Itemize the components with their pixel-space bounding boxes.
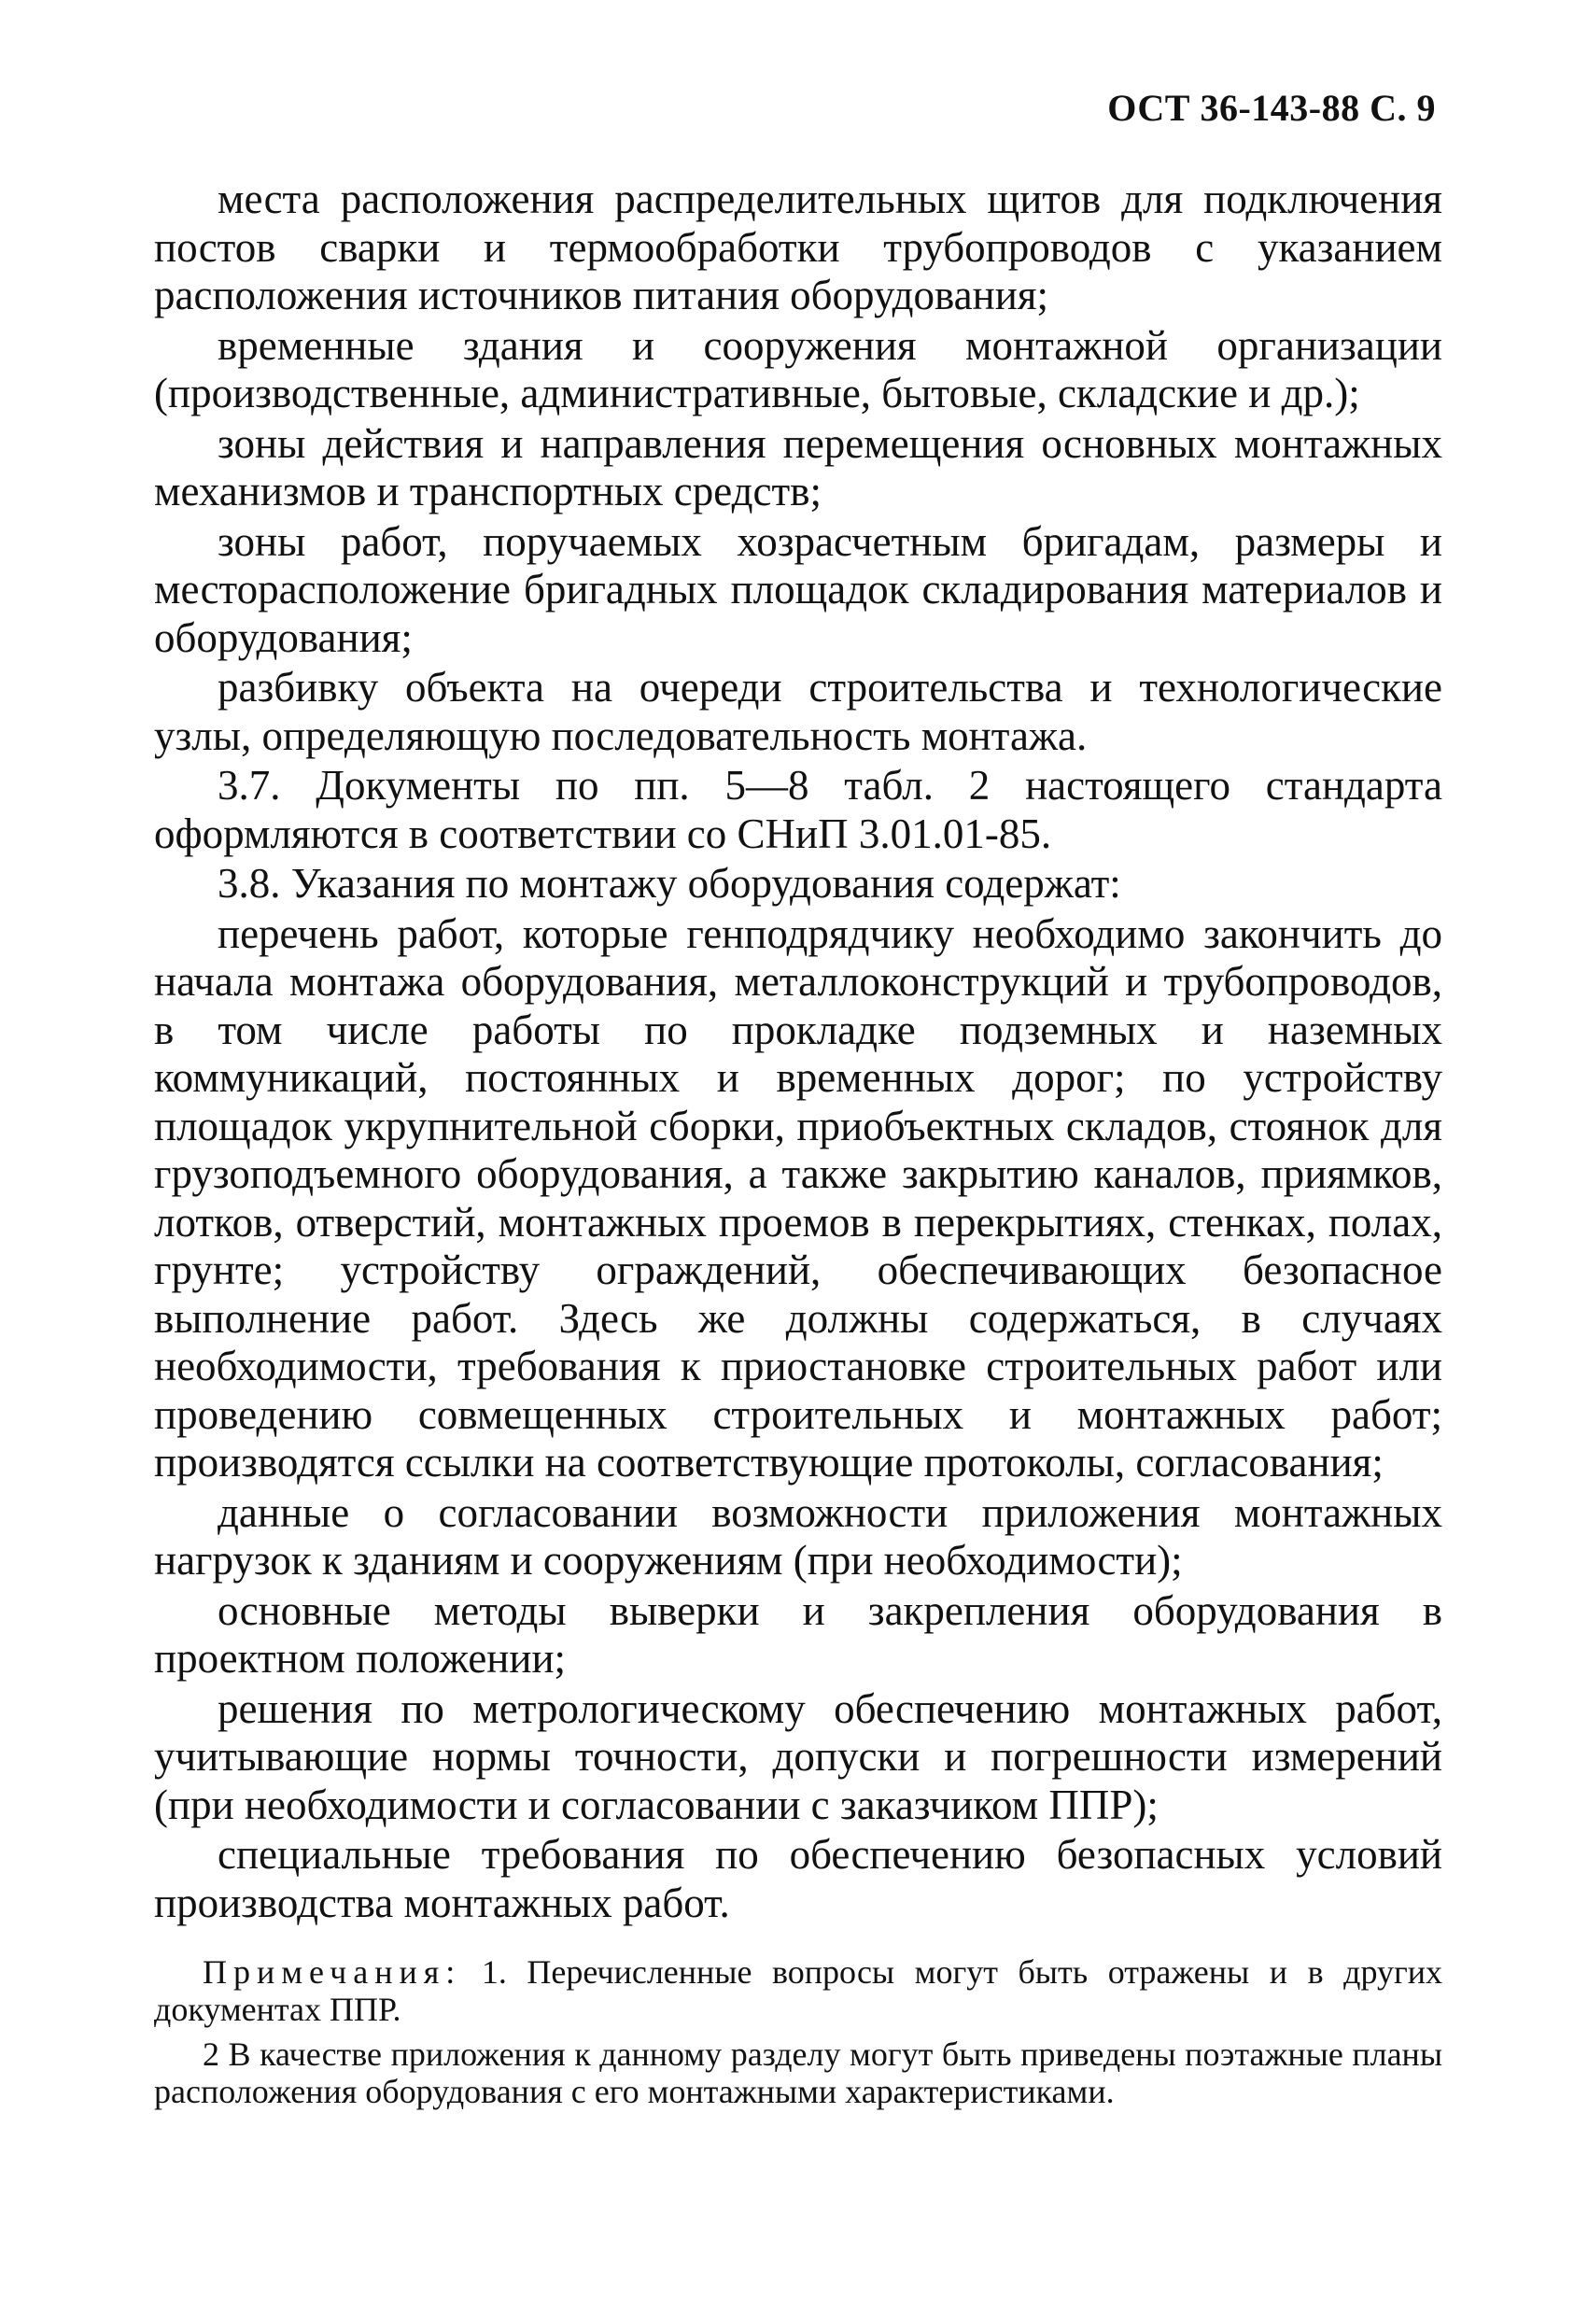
note-1 [154,1953,1442,2028]
page-header: ОСТ 36-143-88 С. 9 [1107,87,1436,129]
note-1-text: 1. Перечисленные вопросы могут быть отражены и в других документах ППР. [154,1953,1442,2028]
note-2: 2 В качестве приложения к данному разделу могут быть приведены поэтажные планы расположения оборудования с его монтажными характеристиками. [154,2035,1442,2110]
paragraph-12: специальные требования по обеспечению безопасных условий производства монтажных работ. [154,1831,1442,1926]
paragraph-3: зоны действия и направления перемещения основных монтажных механизмов и транспортных средств; [154,419,1442,514]
paragraph-3-8: 3.8. Указания по монтажу оборудования содержат: [218,860,1121,907]
paragraph-3-7: 3.7. Документы по пп. 5—8 табл. 2 настоящего стандарта оформляются в соответствии со СНиП 3.01.01-85. [154,762,1442,857]
paragraph-8: перечень работ, которые генподрядчику необходимо закончить до начала монтажа оборудования, металлоконструкций и трубопроводов, в том числе работы по прокладке подземных и наземных коммуникаций, постоянных и временных дорог; по устройству площадок укрупнительной сборки, приобъектных складов, стоянок для грузоподъемного оборудования, а также закрытию каналов, приямков, лотков, отверстий, монтажных проемов в перекрытиях, стенках, полах, грунте; устройству ограждений, обеспечивающих безопасное выполнение работ. Здесь же должны содержаться, в случаях необходимости, требования к приостановке строительных работ или проведению совмещенных строительных и монтажных работ; производятся ссылки на соответствующие протоколы, согласования; [154,909,1442,1486]
paragraph-9: данные о согласовании возможности приложения монтажных нагрузок к зданиям и сооружениям (при необходимости); [154,1488,1442,1584]
paragraph-2: временные здания и сооружения монтажной организации (производственные, административные, бытовые, складские и др.); [154,321,1442,416]
paragraph-5: разбивку объекта на очереди строительства и технологические узлы, определяющую последовательность монтажа. [154,664,1442,759]
paragraph-1: места расположения распределительных щитов для подключения постов сварки и термообработки трубопроводов с указанием расположения источников питания оборудования; [154,176,1442,318]
notes-section [154,1953,1442,2110]
paragraph-10: основные методы выверки и закрепления оборудования в проектном положении; [154,1586,1442,1682]
notes-label: Примечания: [203,1953,462,1991]
paragraph-11: решения по метрологическому обеспечению монтажных работ, учитывающие нормы точности, допуски и погрешности измерений (при необходимости и согласовании с заказчиком ППР); [154,1684,1442,1828]
document-body [154,176,1442,2118]
paragraph-4: зоны работ, поручаемых хозрасчетным бригадам, размеры и месторасположение бригадных площадок складирования материалов и оборудования; [154,517,1442,661]
